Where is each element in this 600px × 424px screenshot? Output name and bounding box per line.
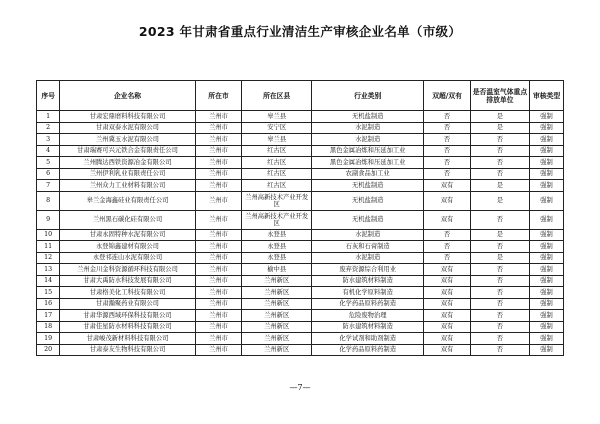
cell-double: 否 [424,122,471,134]
table-row [37,180,564,192]
cell-ghg: 否 [470,298,529,310]
table-row [37,122,564,134]
cell-city: 兰州市 [195,229,242,241]
cell-company: 兰州众力工业材料有限公司 [60,180,195,192]
cell-company: 永登锦鑫建材有限公司 [60,241,195,253]
cell-city: 兰州市 [195,111,242,123]
cell-double: 双有 [424,321,471,333]
header-district: 所在区县 [242,81,312,111]
cell-audit-type: 强制 [530,252,564,264]
cell-industry: 水泥制造 [312,229,424,241]
cell-double: 双有 [424,180,471,192]
cell-district: 安宁区 [242,122,312,134]
cell-industry: 黑色金属冶炼和压延加工业 [312,157,424,169]
cell-company: 甘肃峻茂新材料科技有限公司 [60,333,195,345]
cell-ghg: 否 [470,310,529,322]
cell-company: 兰州冀玉水泥有限公司 [60,134,195,146]
cell-ghg: 是 [470,111,529,123]
header-company: 企业名称 [60,81,195,111]
cell-index: 17 [37,310,60,322]
cell-industry: 无机盐制造 [312,210,424,229]
cell-index: 7 [37,180,60,192]
cell-district: 永登县 [242,252,312,264]
table-row [37,134,564,146]
cell-ghg: 是 [470,122,529,134]
cell-district: 兰州高新技术产业开发区 [242,191,312,210]
cell-double: 双有 [424,210,471,229]
cell-industry: 水泥制造 [312,252,424,264]
cell-city: 兰州市 [195,287,242,299]
cell-index: 8 [37,191,60,210]
cell-double: 否 [424,134,471,146]
cell-ghg: 否 [470,344,529,356]
cell-industry: 废弃资源综合利用业 [312,264,424,276]
header-double: 双超/双有 [424,81,471,111]
cell-company: 甘肃双泰水泥有限公司 [60,122,195,134]
cell-audit-type: 强制 [530,333,564,345]
cell-city: 兰州市 [195,145,242,157]
cell-audit-type: 强制 [530,145,564,157]
cell-district: 榆中县 [242,264,312,276]
cell-double: 否 [424,157,471,169]
cell-city: 兰州市 [195,210,242,229]
table-row [37,229,564,241]
cell-company: 皋兰金海鑫硅业有限责任公司 [60,191,195,210]
cell-double: 双有 [424,333,471,345]
cell-audit-type: 强制 [530,122,564,134]
cell-double: 双有 [424,344,471,356]
cell-city: 兰州市 [195,275,242,287]
cell-ghg: 否 [470,168,529,180]
cell-district: 兰州新区 [242,333,312,345]
cell-district: 永登县 [242,241,312,253]
cell-index: 13 [37,264,60,276]
cell-ghg: 是 [470,229,529,241]
cell-district: 兰州新区 [242,310,312,322]
cell-city: 兰州市 [195,122,242,134]
table-header-row [37,81,564,111]
cell-audit-type: 强制 [530,210,564,229]
cell-audit-type: 强制 [530,241,564,253]
cell-index: 1 [37,111,60,123]
cell-company: 甘肃瀚聚药业有限公司 [60,298,195,310]
cell-company: 兰州金川金科资源循环科技有限公司 [60,264,195,276]
cell-city: 兰州市 [195,264,242,276]
cell-audit-type: 强制 [530,287,564,299]
table-body [37,111,564,356]
cell-district: 兰州新区 [242,298,312,310]
cell-ghg: 否 [470,210,529,229]
cell-industry: 化学药品原料药制造 [312,344,424,356]
cell-index: 2 [37,122,60,134]
cell-index: 19 [37,333,60,345]
cell-index: 15 [37,287,60,299]
cell-index: 3 [37,134,60,146]
cell-audit-type: 强制 [530,310,564,322]
cell-audit-type: 强制 [530,180,564,192]
cell-double: 否 [424,145,471,157]
cell-audit-type: 强制 [530,321,564,333]
cell-city: 兰州市 [195,191,242,210]
table-row [37,287,564,299]
document-title: 2023 年甘肃省重点行业清洁生产审核企业名单（市级） [138,24,462,39]
cell-index: 5 [37,157,60,169]
table-row [37,210,564,229]
cell-district: 红古区 [242,180,312,192]
cell-district: 兰州新区 [242,287,312,299]
cell-index: 9 [37,210,60,229]
cell-industry: 化学药品原料药制造 [312,298,424,310]
cell-company: 甘肃瑞赛可兴元铁合金有限责任公司 [60,145,195,157]
cell-city: 兰州市 [195,157,242,169]
cell-company: 甘肃佳星防水材料科技有限公司 [60,321,195,333]
cell-city: 兰州市 [195,180,242,192]
cell-index: 16 [37,298,60,310]
cell-industry: 水泥制造 [312,122,424,134]
cell-ghg: 否 [470,275,529,287]
cell-city: 兰州市 [195,333,242,345]
cell-district: 红古区 [242,157,312,169]
cell-ghg: 否 [470,134,529,146]
cell-industry: 农副食品加工业 [312,168,424,180]
cell-ghg: 否 [470,241,529,253]
table-row [37,145,564,157]
cell-city: 兰州市 [195,241,242,253]
cell-industry: 无机盐制造 [312,191,424,210]
cell-index: 18 [37,321,60,333]
cell-double: 否 [424,241,471,253]
cell-district: 兰州新区 [242,344,312,356]
page-number: —7— [289,383,311,392]
enterprise-table [36,80,564,356]
header-city: 所在市 [195,81,242,111]
cell-double: 双有 [424,298,471,310]
cell-industry: 防水建筑材料制造 [312,275,424,287]
cell-double: 否 [424,168,471,180]
table-row [37,252,564,264]
cell-double: 否 [424,111,471,123]
cell-double: 双有 [424,275,471,287]
cell-industry: 黑色金属冶炼和压延加工业 [312,145,424,157]
cell-index: 11 [37,241,60,253]
cell-ghg: 否 [470,333,529,345]
cell-index: 10 [37,229,60,241]
cell-industry: 石灰和石膏制造 [312,241,424,253]
cell-city: 兰州市 [195,344,242,356]
table-row [37,191,564,210]
table-row [37,344,564,356]
cell-audit-type: 强制 [530,275,564,287]
cell-company: 甘肃永固特种水泥有限公司 [60,229,195,241]
cell-audit-type: 强制 [530,168,564,180]
cell-ghg: 是 [470,252,529,264]
cell-audit-type: 强制 [530,344,564,356]
header-ghg: 是否温室气体重点排放单位 [470,81,529,111]
table-row [37,321,564,333]
cell-double: 双有 [424,264,471,276]
cell-industry: 化学试剂和助剂制造 [312,333,424,345]
cell-ghg: 否 [470,145,529,157]
cell-city: 兰州市 [195,321,242,333]
cell-industry: 无机盐制造 [312,180,424,192]
cell-ghg: 否 [470,287,529,299]
cell-company: 甘肃泰友生物科技有限公司 [60,344,195,356]
cell-index: 20 [37,344,60,356]
cell-double: 否 [424,229,471,241]
cell-company: 兰州伊利乳业有限责任公司 [60,168,195,180]
cell-industry: 无机盐制造 [312,111,424,123]
cell-industry: 水泥制造 [312,134,424,146]
cell-double: 双有 [424,287,471,299]
cell-district: 红古区 [242,145,312,157]
table-row [37,241,564,253]
cell-city: 兰州市 [195,298,242,310]
cell-audit-type: 强制 [530,157,564,169]
cell-index: 14 [37,275,60,287]
header-industry: 行业类别 [312,81,424,111]
cell-index: 6 [37,168,60,180]
cell-city: 兰州市 [195,168,242,180]
table-row [37,298,564,310]
cell-district: 兰州新区 [242,275,312,287]
cell-ghg: 否 [470,157,529,169]
cell-company: 甘肃宏鼎磨料科技有限公司 [60,111,195,123]
table-row [37,333,564,345]
cell-company: 甘肃格美化工科技有限公司 [60,287,195,299]
header-audit-type: 审核类型 [530,81,564,111]
cell-ghg: 否 [470,264,529,276]
cell-city: 兰州市 [195,252,242,264]
cell-city: 兰州市 [195,310,242,322]
cell-industry: 有机化学原料制造 [312,287,424,299]
table-row [37,168,564,180]
cell-audit-type: 强制 [530,264,564,276]
cell-index: 4 [37,145,60,157]
table-row [37,264,564,276]
cell-company: 永登祁连山水泥有限公司 [60,252,195,264]
cell-ghg: 否 [470,321,529,333]
cell-double: 双有 [424,310,471,322]
cell-audit-type: 强制 [530,191,564,210]
cell-audit-type: 强制 [530,298,564,310]
cell-district: 红古区 [242,168,312,180]
cell-double: 双有 [424,191,471,210]
cell-company: 兰州黑石碳化硅有限公司 [60,210,195,229]
cell-district: 皋兰县 [242,111,312,123]
table-row [37,157,564,169]
cell-city: 兰州市 [195,134,242,146]
cell-industry: 防水建筑材料制造 [312,321,424,333]
cell-ghg: 是 [470,191,529,210]
cell-ghg: 是 [470,180,529,192]
table-row [37,310,564,322]
cell-audit-type: 强制 [530,134,564,146]
cell-industry: 危险废物治理 [312,310,424,322]
cell-district: 兰州高新技术产业开发区 [242,210,312,229]
cell-company: 兰州腾达西铁资源冶金有限公司 [60,157,195,169]
cell-company: 甘肃大禹防水科技发展有限公司 [60,275,195,287]
cell-district: 永登县 [242,229,312,241]
cell-double: 否 [424,252,471,264]
table-row [37,111,564,123]
cell-index: 12 [37,252,60,264]
table-row [37,275,564,287]
cell-company: 甘肃华源西域环保科技有限公司 [60,310,195,322]
cell-district: 皋兰县 [242,134,312,146]
cell-audit-type: 强制 [530,111,564,123]
header-index: 序号 [37,81,60,111]
cell-district: 兰州新区 [242,321,312,333]
cell-audit-type: 强制 [530,229,564,241]
